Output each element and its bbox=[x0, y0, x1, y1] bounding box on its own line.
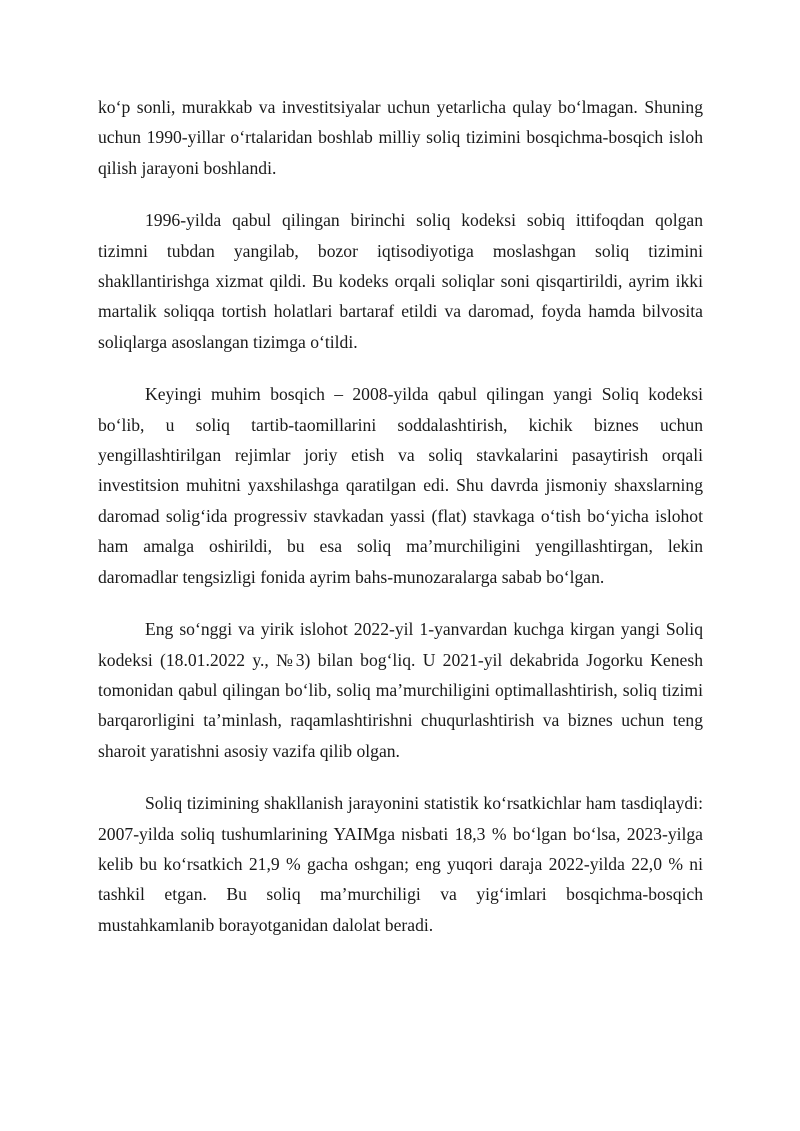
paragraph-2022-tax-code: Eng so‘nggi va yirik islohot 2022-yil 1-yanvardan kuchga kirgan yangi Soliq kodeksi (18.01.2022 y., №3) bilan bog‘liq. U 2021-yil dekabrida Jogorku Kenesh tomonidan qabul qilingan bo‘lib, soliq ma’murchiligini optimallashtirish, soliq tizimi barqarorligini ta’minlash, raqamlashtirishni chuqurlashtirish va biznes uchun teng sharoit yaratishni asosiy vazifa qilib olgan. bbox=[98, 619, 703, 761]
paragraph-2008-tax-code: Keyingi muhim bosqich – 2008-yilda qabul qilingan yangi Soliq kodeksi bo‘lib, u soliq tartib-taomillarini soddalashtirish, kichik biznes uchun yengillashtirilgan rejimlar joriy etish va soliq stavkalarini pasaytirish orqali investitsion muhitni yaxshilashga qaratilgan edi. Shu davrda jismoniy shaxslarning daromad solig‘ida progressiv stavkadan yassi (flat) stavkaga o‘tish bo‘yicha islohot ham amalga oshirildi, bu esa soliq ma’murchiligini yengillashtirgan, lekin daromadlar tengsizligi fonida ayrim bahs-munozaralarga sabab bo‘lgan. bbox=[98, 384, 703, 587]
paragraph-statistics: Soliq tizimining shakllanish jarayonini statistik ko‘rsatkichlar ham tasdiqlaydi: 2007-yilda soliq tushumlarining YAIMga nisbati 18,3 % bo‘lgan bo‘lsa, 2023-yilga kelib bu ko‘rsatkich 21,9 % gacha oshgan; eng yuqori daraja 2022-yilda 22,0 % ni tashkil etgan. Bu soliq ma’murchiligi va yig‘imlari bosqichma-bosqich mustahkamlanib borayotganidan dalolat beradi. bbox=[98, 793, 703, 935]
document-page bbox=[98, 92, 703, 962]
paragraph-continuation: ko‘p sonli, murakkab va investitsiyalar uchun yetarlicha qulay bo‘lmagan. Shuning uchun 1990-yillar o‘rtalaridan boshlab milliy soliq tizimini bosqichma-bosqich isloh qilish jarayoni boshlandi. bbox=[98, 97, 703, 178]
paragraph-1996-tax-code: 1996-yilda qabul qilingan birinchi soliq kodeksi sobiq ittifoqdan qolgan tizimni tubdan yangilab, bozor iqtisodiyotiga moslashgan soliq tizimini shakllantirishga xizmat qildi. Bu kodeks orqali soliqlar soni qisqartirildi, ayrim ikki martalik soliqqa tortish holatlari bartaraf etildi va daromad, foyda hamda bilvosita soliqlarga asoslangan tizimga o‘tildi. bbox=[98, 210, 703, 352]
